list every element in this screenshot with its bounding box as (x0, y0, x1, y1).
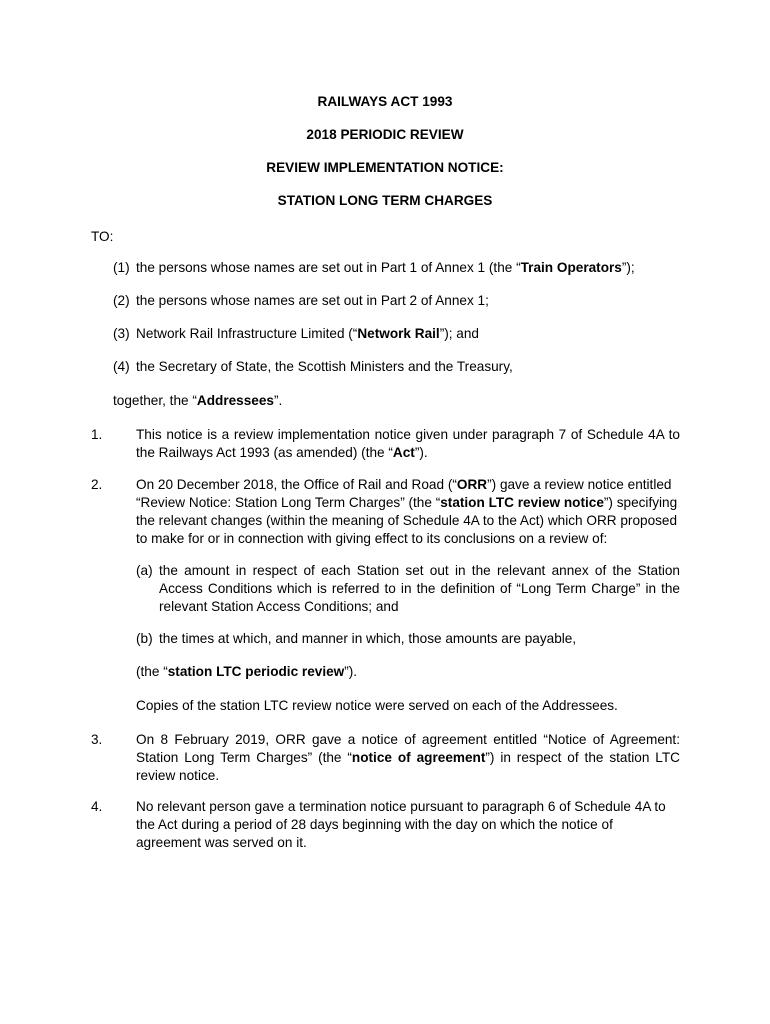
sub-item-text: the times at which, and manner in which, those amounts are payable, (159, 631, 577, 646)
together-text-part: ”. (273, 393, 283, 408)
defined-term-orr: ORR (456, 477, 488, 492)
paragraph-text-part: ”) specifying the relevant changes (within the meaning of Schedule 4A to the Act) which ORR proposed to make for or in connection with giving effect to its conclusions on a review of: (136, 495, 678, 546)
addressee-text-part: ”); and (439, 326, 479, 341)
paragraph-3-text (136, 731, 680, 785)
paragraph-1-text (136, 426, 680, 462)
addressee-text (136, 358, 696, 376)
paragraph-text-part: This notice is a review implementation notice given under paragraph 7 of Schedule 4A to the Railways Act 1993 (as amended) (the “ (136, 427, 680, 460)
periodic-review-definition (136, 663, 680, 681)
paragraph-text-part: ”) gave a review notice entitled “Review Notice: Station Long Term Charges” (the “ (136, 477, 672, 510)
paragraph-number: 3. (91, 732, 103, 747)
paragraph-4-text: No relevant person gave a termination notice pursuant to paragraph 6 of Schedule 4A to the Act during a period of 28 days beginning with the day on which the notice of agreement was served on it. (136, 799, 666, 850)
to-label: TO: (91, 229, 114, 244)
sub-item-text: the amount in respect of each Station set out in the relevant annex of the Station Access Conditions which is referred to in the definition of “Long Term Charge” in the relevant Station Access Conditions; and (159, 563, 680, 614)
paragraph-text-part: On 20 December 2018, the Office of Rail and Road (“ (136, 477, 457, 492)
paragraph-number: 4. (91, 799, 103, 814)
defined-term-addressees: Addressees (196, 393, 274, 408)
addressee-text (136, 292, 696, 310)
defined-term-station-ltc-periodic-review: station LTC periodic review (167, 664, 345, 679)
sub-item-label: (a) (136, 563, 153, 578)
paragraph-2-text (136, 476, 680, 548)
addressee-text (136, 259, 696, 277)
together-text-part: together, the “ (113, 393, 197, 408)
defined-term-network-rail: Network Rail (357, 326, 440, 341)
defined-term-station-ltc-review-notice: station LTC review notice (440, 495, 604, 510)
addressee-label: (1) (113, 260, 130, 275)
paragraph-text-part: (the “ (136, 664, 168, 679)
addressee-text-part: the Secretary of State, the Scottish Ministers and the Treasury, (136, 359, 513, 374)
addressee-text-part: the persons whose names are set out in Part 2 of Annex 1; (136, 293, 489, 308)
paragraph-number: 2. (91, 477, 103, 492)
addressee-label: (4) (113, 359, 130, 374)
paragraph-text-part: ”). (414, 445, 428, 460)
addressee-label: (3) (113, 326, 130, 341)
addressee-label: (2) (113, 293, 130, 308)
addressee-text-part: Network Rail Infrastructure Limited (“ (136, 326, 358, 341)
title-charges: STATION LONG TERM CHARGES (277, 193, 493, 208)
defined-term-act: Act (392, 445, 415, 460)
addressee-text-part: ”); (621, 260, 635, 275)
paragraph-number: 1. (91, 427, 103, 442)
defined-term-train-operators: Train Operators (520, 260, 622, 275)
title-act: RAILWAYS ACT 1993 (317, 94, 453, 109)
addressee-text (136, 325, 696, 343)
copies-served-text: Copies of the station LTC review notice were served on each of the Addressees. (136, 698, 618, 713)
paragraph-text-part: ”) in respect of the station LTC review notice. (136, 750, 680, 783)
title-notice: REVIEW IMPLEMENTATION NOTICE: (266, 160, 504, 175)
paragraph-text-part: ”). (344, 664, 358, 679)
together-line (113, 392, 282, 410)
defined-term-notice-of-agreement: notice of agreement (351, 750, 486, 765)
addressee-text-part: the persons whose names are set out in Part 1 of Annex 1 (the “ (136, 260, 521, 275)
sub-item-label: (b) (136, 631, 153, 646)
title-review: 2018 PERIODIC REVIEW (306, 127, 464, 142)
paragraph-text-part: On 8 February 2019, ORR gave a notice of agreement entitled “Notice of Agreement: Station Long Term Charges” (the “ (136, 732, 680, 765)
